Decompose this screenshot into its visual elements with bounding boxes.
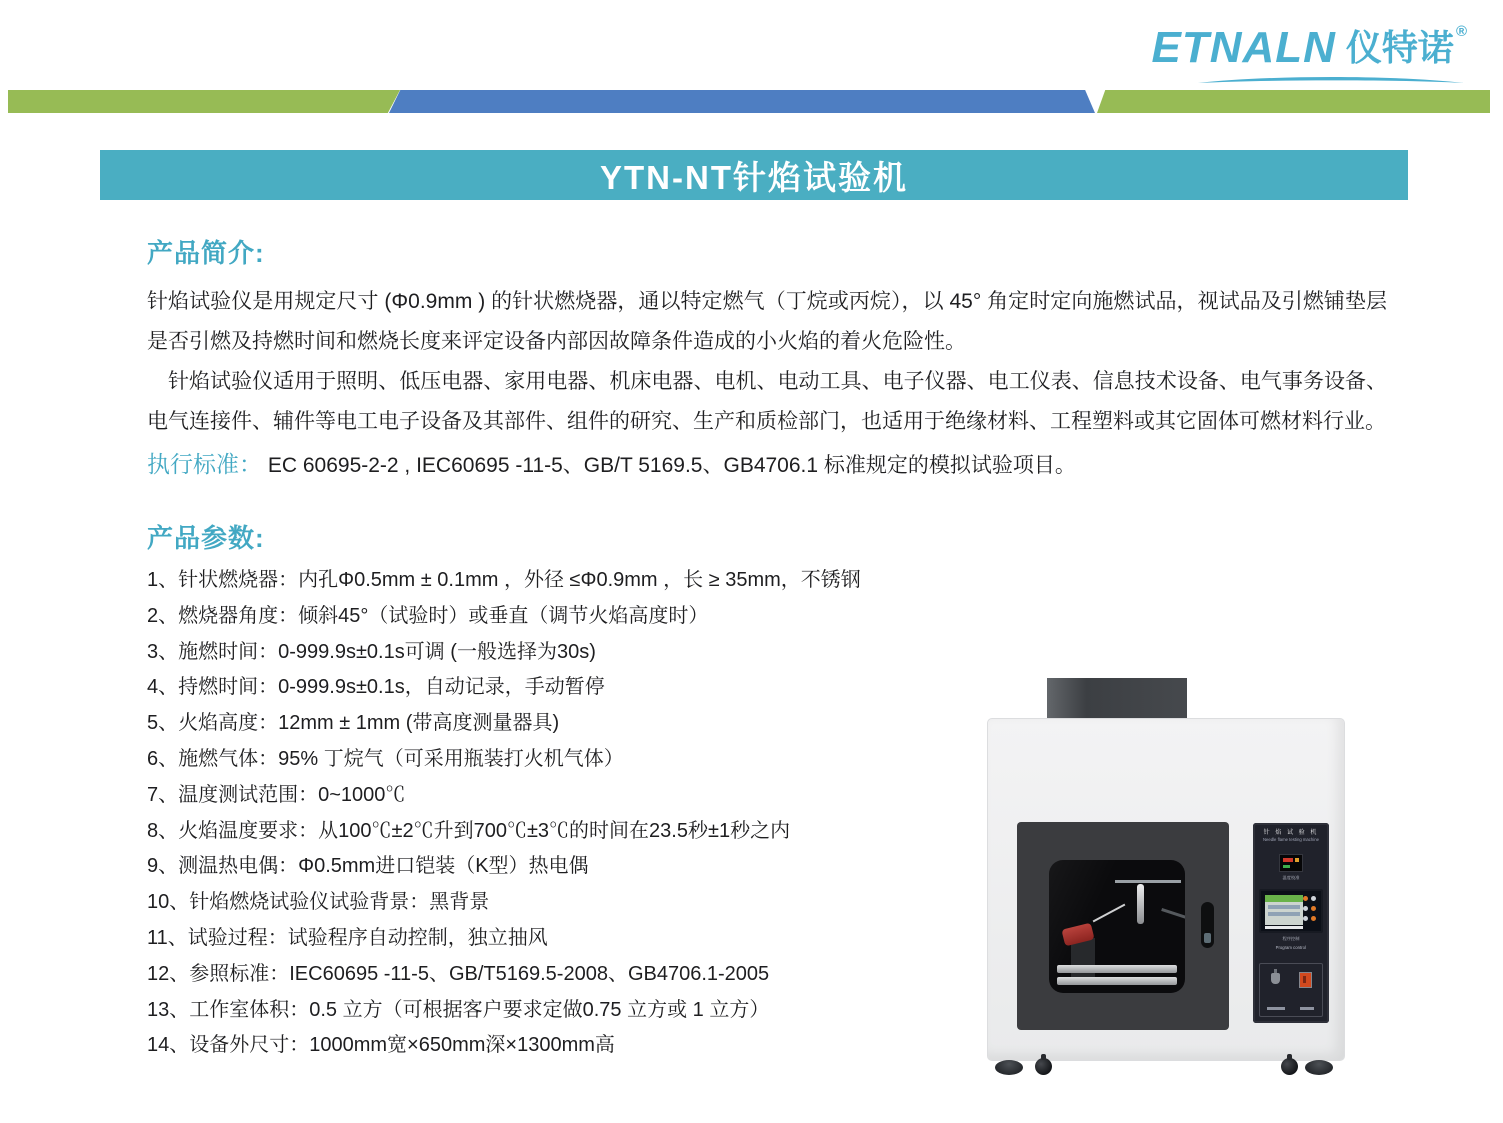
- brand-name-en: ETNALN: [1151, 23, 1336, 72]
- chamber-window: [1049, 860, 1185, 993]
- panel-title-en: Needle flame testing machine: [1263, 837, 1319, 843]
- caster-wheel-right: [1281, 1058, 1298, 1075]
- panel-title-cn: 针 焰 试 验 机: [1263, 830, 1319, 836]
- door-handle: [1201, 902, 1214, 948]
- utility-panel: [1259, 963, 1323, 1017]
- param-item: 7、温度测试范围：0~1000℃: [147, 783, 406, 806]
- brand-logo: [1151, 23, 1467, 90]
- program-control-label-en: Program control: [1275, 945, 1307, 951]
- standards-label: 执行标准：: [147, 451, 262, 477]
- standards-text: EC 60695-2-2 , IEC60695 -11-5、GB/T 5169.5、GB4706.1 标准规定的模拟试验项目。: [267, 454, 1076, 477]
- param-item: 3、施燃时间：0-999.9s±0.1s可调 (一般选择为30s): [147, 640, 596, 663]
- param-item: 14、设备外尺寸：1000mm宽×650mm深×1300mm高: [147, 1034, 615, 1057]
- exhaust-duct: [1047, 678, 1187, 720]
- leveling-foot-right: [1305, 1060, 1333, 1075]
- banner-blue-center: [389, 90, 1095, 113]
- params-heading: 产品参数:: [147, 523, 265, 553]
- param-item: 12、参照标准：IEC60695 -11-5、GB/T5169.5-2008、GB4706.1-2005: [147, 962, 770, 985]
- param-item: 9、测温热电偶：Φ0.5mm进口铠装（K型）热电偶: [147, 855, 589, 878]
- decorative-banner: [8, 90, 1490, 113]
- machine-cabinet: [987, 718, 1345, 1061]
- param-item: 8、火焰温度要求：从100℃±2℃升到700℃±3℃的时间在23.5秒±1秒之内: [147, 819, 791, 842]
- param-item: 6、施燃气体：95% 丁烷气（可采用瓶装打火机气体）: [147, 747, 624, 770]
- standards-line: [147, 444, 1387, 486]
- param-item: 2、燃烧器角度：倾斜45°（试验时）或垂直（调节火焰高度时）: [147, 604, 709, 627]
- leveling-foot-left: [995, 1060, 1023, 1075]
- brand-name-cn: 仪特诺: [1345, 27, 1454, 68]
- intro-paragraph-2: 针焰试验仪适用于照明、低压电器、家用电器、机床电器、电机、电动工具、电子仪器、电工仪表、信息技术设备、电气事务设备、电气连接件、辅件等电工电子设备及其部件、组件的研究、生产和质检部门，也适用于绝缘材料、工程塑料或其它固体可燃材料行业。: [147, 370, 1387, 433]
- param-item: 11、试验过程：试验程序自动控制，独立抽风: [147, 926, 548, 949]
- caster-wheel-left: [1035, 1058, 1052, 1075]
- gas-inlet: [1271, 973, 1280, 984]
- param-item: 5、火焰高度：12mm ± 1mm (带高度测量器具): [147, 712, 560, 735]
- logo-swoosh-icon: [1151, 72, 1467, 90]
- param-item: 13、工作室体积：0.5 立方（可根据客户要求定做0.75 立方或 1 立方）: [147, 998, 770, 1021]
- page-title: YTN-NT针焰试验机: [100, 150, 1408, 200]
- chamber-door: [1017, 822, 1229, 1030]
- intro-heading: 产品简介:: [147, 238, 265, 268]
- param-item: 10、针焰燃烧试验仪试验背景：黑背景: [147, 891, 490, 914]
- intro-paragraph-1: 针焰试验仪是用规定尺寸 (Φ0.9mm ) 的针状燃烧器，通以特定燃气（丁烷或丙烷），以 45° 角定时定向施燃试品，视试品及引燃铺垫层是否引燃及持燃时间和燃烧长度来评定设备内部因故障条件造成的小火焰的着火危险性。: [147, 290, 1387, 353]
- control-panel: [1253, 823, 1329, 1023]
- param-item: 1、针状燃烧器：内孔Φ0.5mm ± 0.1mm ，外径 ≤Φ0.9mm ，长 ≥ 35mm，不锈钢: [147, 569, 861, 591]
- door-lock: [1204, 933, 1211, 943]
- temperature-controller: [1279, 854, 1303, 872]
- registered-trademark-icon: ®: [1455, 23, 1467, 40]
- calibration-label: 温度校准: [1282, 875, 1300, 881]
- banner-green-left: [8, 90, 400, 113]
- gas-inlet-label: [1267, 1007, 1285, 1010]
- banner-green-right: [1097, 90, 1490, 113]
- touch-screen: [1259, 889, 1323, 933]
- program-control-label-cn: 程序控制: [1282, 936, 1300, 942]
- power-switch: [1299, 972, 1312, 988]
- product-photo-needle-flame-tester: [985, 672, 1345, 1092]
- param-item: 4、持燃时间：0-999.9s±0.1s，自动记录，手动暂停: [147, 676, 605, 699]
- glass-reflection: [1049, 860, 1185, 993]
- power-label: [1300, 1007, 1314, 1010]
